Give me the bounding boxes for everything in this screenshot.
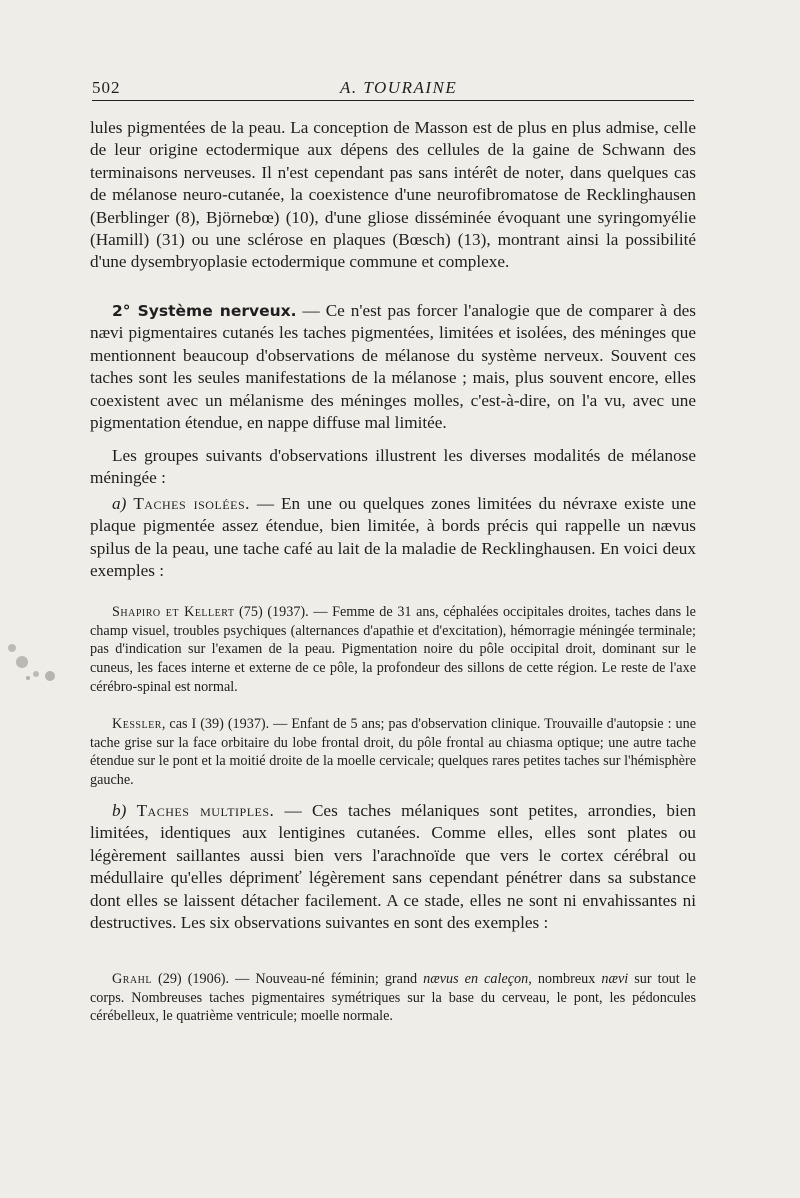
- case-text: , cas I (39) (1937). — Enfant de 5 ans; pas d'observation clinique. Trouvaille d'autopsie : une tache grise sur la face orbitaire du lobe frontal droit, du pôle frontal au chiasma optique; une autre tache étendue sur le pont et la moitié droite de la moelle cervicale; quelques rares petites taches sur l'hémisphère gauche.: [90, 716, 696, 789]
- page-header: [92, 78, 694, 101]
- subsection-label: b): [112, 801, 127, 820]
- section-heading-systeme-nerveux: 2° Système nerveux.: [112, 302, 297, 320]
- paragraph-groups-intro: Les groupes suivants d'observations illustrent les diverses modalités de mélanose méningée :: [90, 446, 696, 488]
- case-text: (75) (1937). — Femme de 31 ans, céphalées occipitales droites, taches dans le champ visuel, troubles psychiques (alternances d'apathie et d'excitation), hémorragie méningée terminale; pas d'indication sur l'examen de la peau. Pigmentation noire du pôle occipital droit, dominant sur le cuneus, les faces interne et externe de ce pôle, la profondeur des sillons de cette région. Le reste de l'axe cérébro-spinal est normal.: [90, 604, 696, 695]
- case-text: , nombreux: [528, 971, 602, 987]
- paragraph-taches-multiples: [90, 800, 696, 934]
- case-shapiro-kellert: [90, 603, 696, 697]
- running-head: A. TOURAINE: [340, 78, 458, 97]
- case-authors: Kessler: [112, 716, 162, 732]
- paragraph-text: — Ces taches mélaniques sont petites, arrondies, bien limitées, identiques aux lentigines cutanées. Comme elles, elles sont plates ou légèrement saillantes aussi bien vers l'arachnoïde que vers le cortex cérébral ou médullaire qu'elles déprimenť légèrement sans cependant pénétrer dans sa substance dont elles se laissent détacher facilement. A ce stade, elles ne sont ni envahissantes ni destructives. Les six observations suivantes en sont des exemples :: [90, 801, 696, 933]
- case-grahl: [90, 970, 696, 1026]
- case-text-italic: nævi: [601, 971, 629, 987]
- case-authors: Grahl: [112, 971, 152, 987]
- subsection-label: a): [112, 494, 127, 513]
- margin-ink-stain: [0, 628, 70, 688]
- paragraph-text: — En une ou quelques zones limitées du névraxe existe une plaque pigmentée assez étendue, bien limitée, à bords précis qui rappelle un nævus spilus de la peau, une tache café au lait de la maladie de Recklinghausen. En voici deux exemples :: [90, 494, 697, 581]
- paragraph-nervous-system: [90, 300, 696, 434]
- case-authors: Shapiro et Kellert: [112, 604, 235, 620]
- paragraph-continuation: lules pigmentées de la peau. La conception de Masson est de plus en plus admise, celle de leur origine ectodermique aux dépens des cellules de la gaine de Schwann des terminaisons nerveuses. Il n'est cependant pas sans intérêt de noter, dans quelques cas de mélanose neuro-cutanée, la coexistence d'une neurofibromatose de Recklinghausen (Berblinger (8), Björnebœ) (10), d'une gliose disséminée évoquant une syringomyélie (Hamill) (31) ou une sclérose en plaques (Bœsch) (13), montrant ainsi la possibilité d'une dysembryoplasie ectodermique commune et complexe.: [90, 118, 696, 272]
- paragraph-text: — Ce n'est pas forcer l'analogie que de comparer à des nævi pigmentaires cutanés les taches pigmentées, limitées et isolées, des méninges que mentionnent beaucoup d'observations de mélanose du système nerveux. Souvent ces taches sont les seules manifestations de la mélanose ; mais, plus souvent encore, elles coexistent avec un mélanisme des méninges molles, c'est-à-dire, on l'a vu, avec une pigmentation étendue, en nappe diffuse mal limitée.: [90, 301, 696, 433]
- case-text: sur tout le corps. Nombreuses taches pigmentaires symétriques sur la base du cerveau, le pont, les pédoncules cérébelleux, le quatrième ventricule; moelle normale.: [90, 971, 696, 1025]
- paragraph-taches-isolees: [90, 493, 696, 583]
- case-kessler: [90, 715, 696, 790]
- case-text: (29) (1906). — Nouveau-né féminin; grand: [151, 971, 424, 987]
- page-number: 502: [92, 78, 121, 97]
- subsection-heading-taches-multiples: Taches multiples.: [136, 801, 275, 820]
- case-text-italic: nævus en caleçon: [423, 971, 529, 987]
- subsection-heading-taches-isolees: Taches isolées.: [133, 494, 250, 513]
